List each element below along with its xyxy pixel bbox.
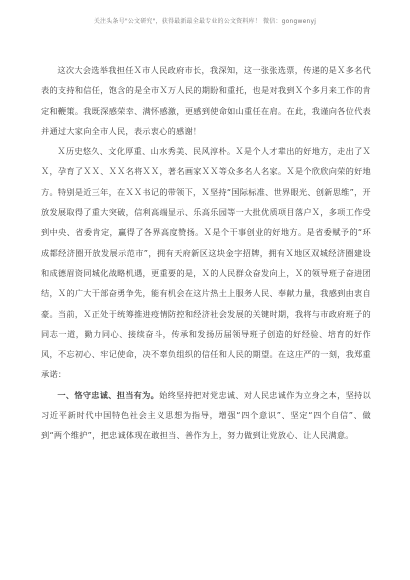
paragraph-3-text: 始终坚持把对党忠诚、对人民忠诚作为立身之本，坚持以习近平新时代中国特色社会主义思想为指导，增强“四个意识”、坚定“四个自信”、做到“两个维护”，把忠诚体现在敢担当、善作为上，努力做到让党放心、让人民满意。 bbox=[41, 389, 371, 441]
paragraph-3 bbox=[41, 385, 371, 446]
section-heading: 一、恪守忠诚、担当有为。 bbox=[57, 389, 160, 400]
paragraph-1: 这次大会选举我担任Ｘ市人民政府市长，我深知，这一张张选票，传递的是Ｘ多名代表的支持和信任，饱含的是全市Ｘ万人民的期盼和重托，也是对我到Ｘ个多月来工作的肯定和鞭策。我既深感荣幸、满怀感激，更感到使命如山重任在肩。在此，我谨向各位代表并通过大家向全市人民，表示衷心的感谢！ bbox=[41, 65, 371, 136]
document-body bbox=[41, 60, 371, 446]
paragraph-2: Ｘ历史悠久、文化厚重、山水秀美、民风淳朴。Ｘ是个人才辈出的好地方，走出了ＸＸ，孕育了ＸＸ、ＸＸ名将ＸＸ，著名画家ＸＸ等众多名人名家。Ｘ是个欣欣向荣的好地方。特别是近三年，在ＸＸ书记的带领下，Ｘ坚持“国际标准、世界眼光、创新思维”，开放发展取得了重大突破，信利高端显示、乐高乐园等一大批优质项目落户Ｘ，多项工作受到中央、省委肯定，赢得了各界高度赞扬。Ｘ是个干事创业的好地方。是省委赋予的“环成都经济圈开放发展示范市”，拥有天府新区这块金字招牌，拥有Ｘ地区双城经济圈建设和成德眉资同城化战略机遇，更重要的是，Ｘ的人民群众奋发向上，Ｘ的领导班子奋进团结，Ｘ的广大干部奋勇争先，能有机会在这片热土上服务人民、奉献力量，我感到由衷自豪。当前，Ｘ正处于统筹推进疫情防控和经济社会发展的关键时期，我将与市政府班子的同志一道，勤力同心、接续奋斗，传承和发扬历届领导班子创造的好经验、培育的好作风，不忘初心、牢记使命，决不辜负组织的信任和人民的期望。在这庄严的一刻，我郑重承诺： bbox=[41, 146, 371, 380]
watermark-header: 关注头条号"公文研究"，获得最新最全最专业的公文资料库！ 微信：gongwenyj bbox=[93, 18, 317, 25]
